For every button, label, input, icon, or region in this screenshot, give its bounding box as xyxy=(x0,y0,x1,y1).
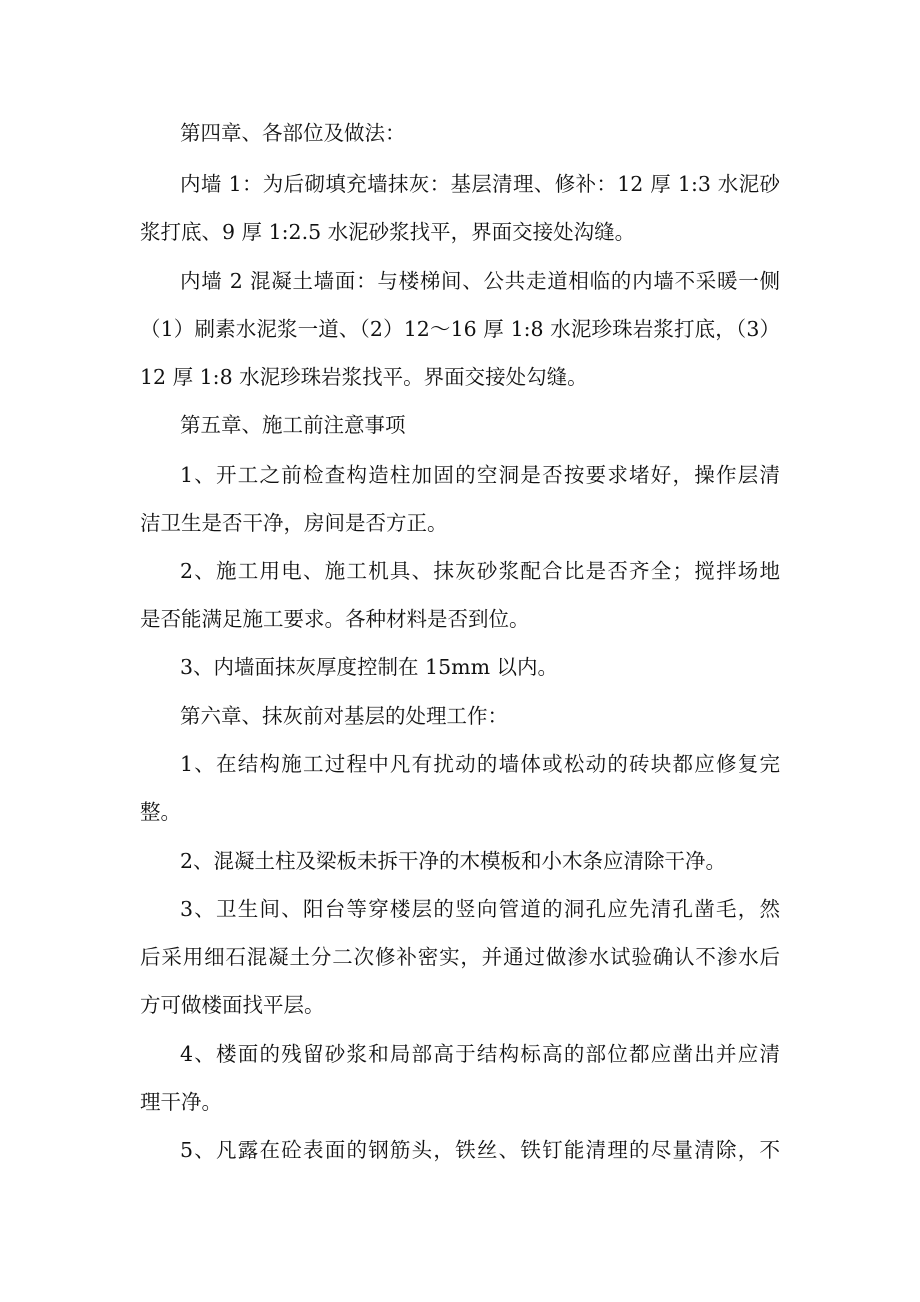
chapter-4-heading: 第四章、各部位及做法： xyxy=(180,121,406,145)
paragraph-line: 1、在结构施工过程中凡有扰动的墙体或松动的砖块都应修复完 xyxy=(180,752,780,776)
paragraph-line: 是否能满足施工要求。各种材料是否到位。 xyxy=(140,607,530,631)
paragraph-line: （1）刷素水泥浆一道、（2）12～16 厚 1:8 水泥珍珠岩浆打底，（3） xyxy=(140,317,780,341)
chapter-6-heading: 第六章、抹灰前对基层的处理工作： xyxy=(180,704,508,728)
paragraph-line: 5、凡露在砼表面的钢筋头，铁丝、铁钉能清理的尽量清除，不 xyxy=(180,1138,780,1162)
paragraph-line: 3、卫生间、阳台等穿楼层的竖向管道的洞孔应先清孔凿毛，然 xyxy=(180,897,780,921)
paragraph-line: 后采用细石混凝土分二次修补密实，并通过做渗水试验确认不渗水后 xyxy=(140,945,780,969)
paragraph-line: 12 厚 1:8 水泥珍珠岩浆找平。界面交接处勾缝。 xyxy=(140,365,588,389)
paragraph-line: 3、内墙面抹灰厚度控制在 15mm 以内。 xyxy=(180,655,559,679)
paragraph-line: 2、混凝土柱及梁板未拆干净的木模板和小木条应清除干净。 xyxy=(180,849,727,873)
paragraph-line: 整。 xyxy=(140,800,181,824)
paragraph-line: 1、开工之前检查构造柱加固的空洞是否按要求堵好，操作层清 xyxy=(180,463,780,487)
paragraph-line: 内墙 1：为后砌填充墙抹灰：基层清理、修补：12 厚 1:3 水泥砂 xyxy=(180,172,780,196)
paragraph-line: 浆打底、9 厚 1:2.5 水泥砂浆找平，界面交接处沟缝。 xyxy=(140,220,636,244)
chapter-5-heading: 第五章、施工前注意事项 xyxy=(180,413,406,437)
paragraph-line: 内墙 2 混凝土墙面：与楼梯间、公共走道相临的内墙不采暖一侧 xyxy=(180,269,780,293)
paragraph-line: 2、施工用电、施工机具、抹灰砂浆配合比是否齐全；搅拌场地 xyxy=(180,559,780,583)
paragraph-line: 理干净。 xyxy=(140,1090,222,1114)
paragraph-line: 方可做楼面找平层。 xyxy=(140,993,325,1017)
paragraph-line: 洁卫生是否干净，房间是否方正。 xyxy=(140,511,448,535)
paragraph-line: 4、楼面的残留砂浆和局部高于结构标高的部位都应凿出并应清 xyxy=(180,1042,780,1066)
